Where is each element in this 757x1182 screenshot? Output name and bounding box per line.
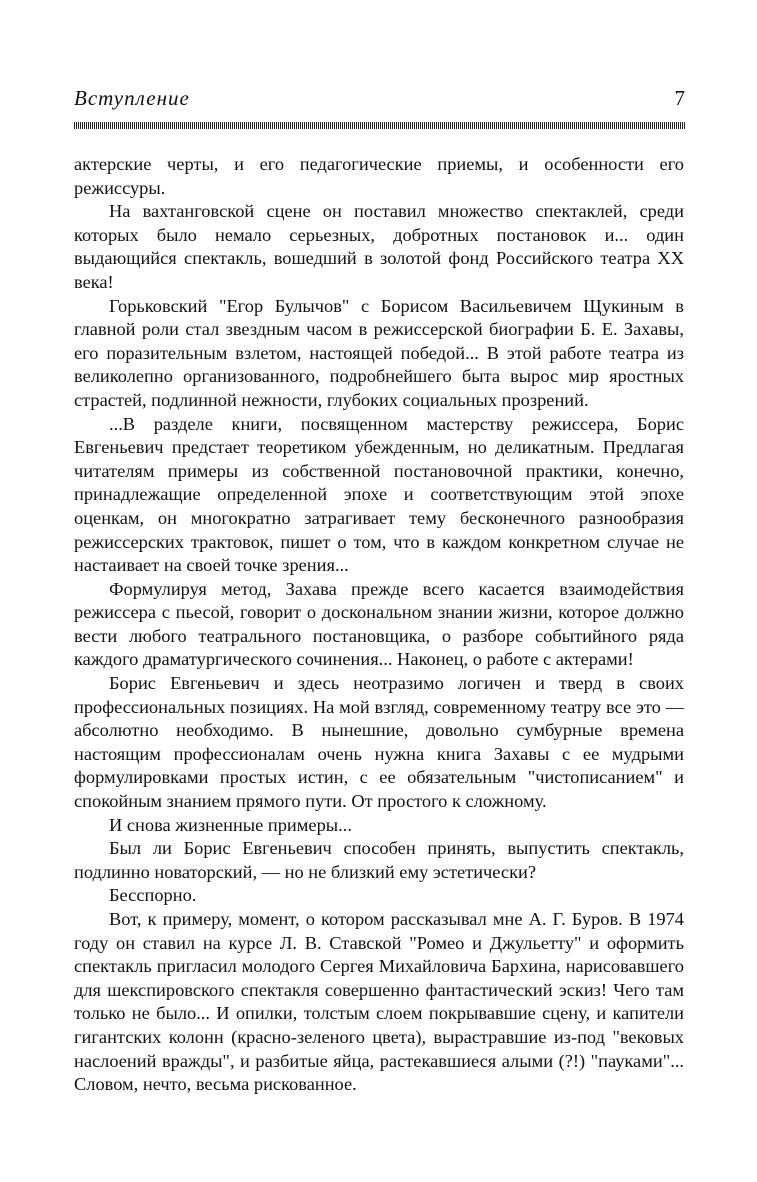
section-title: Вступление bbox=[74, 86, 190, 110]
paragraph: актерские черты, и его педагогические приемы, и особенности его режиссуры. bbox=[74, 154, 684, 198]
paragraph: И снова жизненные примеры... bbox=[109, 814, 352, 835]
header-rule bbox=[74, 122, 685, 129]
running-header bbox=[74, 86, 685, 116]
paragraph: Вот, к примеру, момент, о котором рассказывал мне А. Г. Буров. В 1974 году он ставил на курсе Л. В. Ставской "Ромео и Джульетту" и оформить спектакль пригласил молодого Сергея Михайловича Бархина, нарисовавшего для шекспировского спектакля совершенно фантастический эскиз! Чего там только не было... И опилки, толстым слоем покрывавшие сцену, и капители гигантских колонн (красно-зеленого цвета), вырастравшие из-под "вековых наслоений вражды", и разбитые яйца, растекавшиеся алыми (?!) "пауками"... Словом, нечто, весьма рискованное. bbox=[74, 909, 684, 1095]
paragraph: Бесспорно. bbox=[109, 885, 197, 906]
paragraph: Горьковский "Егор Булычов" с Борисом Васильевичем Щукиным в главной роли стал звездным часом в режиссерской биографии Б. Е. Захавы, его поразительным взлетом, настоящей победой... В этой работе театра из великолепно организованного, подробнейшего быта вырос мир яростных страстей, подлинной нежности, глубоких социальных прозрений. bbox=[74, 295, 684, 410]
page-number: 7 bbox=[674, 86, 685, 110]
body-text bbox=[74, 153, 684, 1097]
paragraph: Борис Евгеньевич и здесь неотразимо логичен и тверд в своих профессиональных позициях. На мой взгляд, современному театру все это — абсолютно необходимо. В нынешние, довольно сумбурные времена настоящим профессионалам очень нужна книга Захавы с ее мудрыми формулировками простых истин, с ее обязательным "чистописанием" и спокойным знанием прямого пути. От простого к сложному. bbox=[74, 673, 684, 812]
paragraph: ...В разделе книги, посвященном мастерству режиссера, Борис Евгеньевич предстает теоретиком убежденным, но деликатным. Предлагая читателям примеры из собственной постановочной практики, конечно, принадлежащие определенной эпохе и соответствующим этой эпохе оценкам, он многократно затрагивает тему бесконечного разнообразия режиссерских трактовок, пишет о том, что в каждом конкретном случае не настаивает на своей точке зрения... bbox=[74, 413, 684, 576]
paragraph: На вахтанговской сцене он поставил множество спектаклей, среди которых было немало серьезных, добротных постановок и... один выдающийся спектакль, вошедший в золотой фонд Российского театра XX века! bbox=[74, 201, 684, 292]
paragraph: Был ли Борис Евгеньевич способен принять, выпустить спектакль, подлинно новаторский, — но не близкий ему эстетически? bbox=[74, 838, 684, 882]
paragraph: Формулируя метод, Захава прежде всего касается взаимодействия режиссера с пьесой, говорит о доскональном знании жизни, которое должно вести любого театрального постановщика, о разборе событийного ряда каждого драматургического сочинения... Наконец, о работе с актерами! bbox=[74, 578, 684, 670]
